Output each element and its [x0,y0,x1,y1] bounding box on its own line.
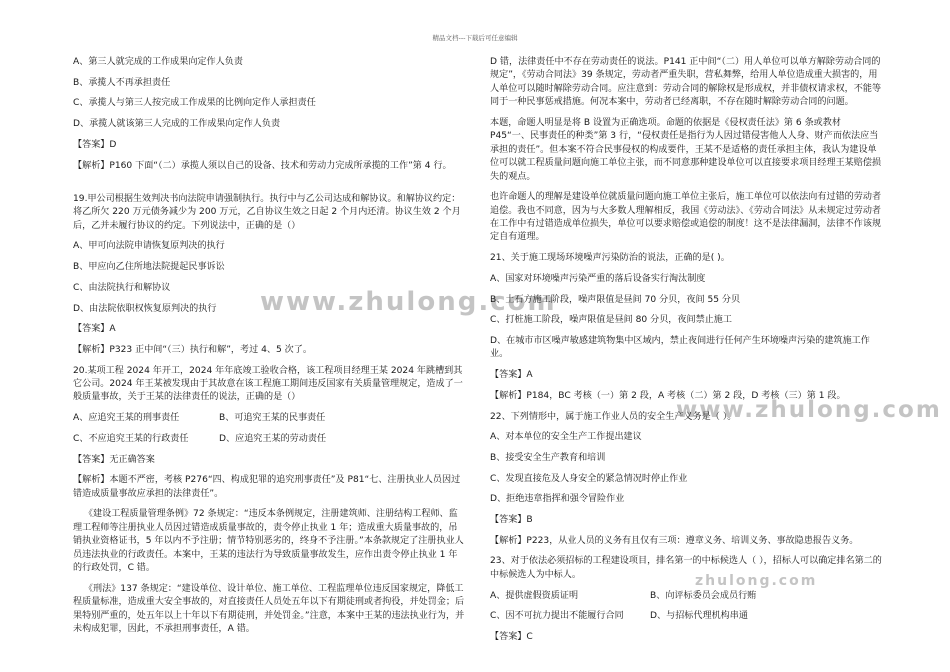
option-a: A、甲可向法院申请恢复原判决的执行 [73,241,225,252]
answer: 【答案】无正确答案 [73,454,155,465]
options-row [73,412,466,425]
option-d: D、拒绝违章指挥和强令冒险作业 [490,494,625,505]
options-row [490,590,882,603]
answer: 【答案】C [490,631,533,642]
question-19: 19.甲公司根据生效判决书向法院申请强制执行。执行中与乙公司达成和解协议。和解协议约定：将乙所欠 220 万元债务减少为 200 万元，乙自协议生效之日起 2 个月内还清。协议生效 2 个月后，乙并未履行协议的约定。下列说法中，正确的是（） [73,193,461,231]
option-d: D、在城市市区噪声敏感建筑物集中区域内，禁止夜间进行任何产生环境噪声污染的建筑施工作业。 [490,335,870,360]
watermark: zhulong.com [695,573,818,589]
option-a: A、对本单位的安全生产工作提出建议 [490,432,642,443]
analysis-paragraph: 也许命题人的理解是建设单位就质量问题向施工单位主张后，施工单位可以依法向有过错的劳动者追偿。我也不同意，因为与大多数人理解相反，我国《劳动法》、《劳动合同法》从未规定过劳动者在工作中有过错造成单位损失，单位可以要求赔偿或追偿的制度！这不是法律漏洞，法律不作该规定自有道理。 [490,192,882,243]
answer: 【答案】A [73,324,116,335]
option-d: D、与招标代理机构串通 [650,611,748,622]
analysis: 【解析】P323 正中间“（三）执行和解”，考过 4、5 次了。 [73,344,312,355]
analysis-paragraph: 《建设工程质量管理条例》72 条规定：“违反本条例规定，注册建筑师、注册结构工程师、监理工程师等注册执业人员因过错造成质量事故的，责令停止执业 1 年；造成重大质量事故的，吊销执业资格证书，5 年以内不予注册；情节特别恶劣的，终身不予注册。”本条款规定了注册执业人员违法执业的行政责任。本案中，王某的违法行为导致质量事故发生，应作出责令停止执业 1 年的行政处罚，C 错。 [73,509,464,574]
watermark: www.zhulong.com [676,397,942,423]
question-21: 21、关于施工现场环境噪声污染防治的说法，正确的是( )。 [490,253,730,264]
question-20: 20.某项工程 2024 年开工，2024 年年底竣工验收合格，该工程项目经理王某 2024 年跳槽到其它公司。2024 年王某被发现由于其故意在该工程施工期间违反国家有关质量管理规定，造成了一般质量事故，关于王某的法律责任的说法，正确的是（） [73,365,463,403]
option-c: C、承揽人与第三人按完成工作成果的比例向定作人承担责任 [73,98,316,109]
option-b: B、可追究王某的民事责任 [219,413,326,424]
answer: 【答案】A [490,370,533,381]
analysis: 【解析】本题不严密，考核 P276“四、构成犯罪的追究刑事责任”及 P81“七、注册执业人员因过错造成质量事故应承担的法律责任”。 [73,475,461,499]
analysis-paragraph: 本题，命题人明显是将 B 设置为正确选项。命题的依据是《侵权责任法》第 6 条或教材 P45“一、民事责任的种类”第 3 行，“侵权责任是指行为人因过错侵害他人人身、财产而依法应当承担的责任”。但本案不符合民事侵权的构成要件，王某不是适格的责任承担主体，我认为建设单位可以就工程质量问题向施工单位主张，而不同意那种建设单位可以直接要求项目经理王某赔偿损失的观点。 [490,117,882,182]
analysis-paragraph: 《刑法》137 条规定：“建设单位、设计单位、施工单位、工程监理单位违反国家规定，降低工程质量标准，造成重大安全事故的，对直接责任人员处五年以下有期徒刑或者拘役，并处罚金；后果特别严重的，处五年以上十年以下有期徒刑，并处罚金。”注意，本案中王某的违法执业行为，并未构成犯罪，因此，不承担刑事责任，A 错。 [73,583,465,634]
options-row [73,433,466,446]
option-d: D、应追究王某的劳动责任 [219,433,327,444]
option-a: A、应追究王某的刑事责任 [73,413,180,424]
option-b: B、接受安全生产教育和培训 [490,452,606,463]
analysis: 【解析】P160 下面“（二）承揽人须以自己的设备、技术和劳动力完成所承揽的工作”第 4 行。 [73,160,452,171]
left-column [73,56,466,636]
option-c: C、由法院执行和解协议 [73,282,171,293]
option-b: B、向评标委员会成员行贿 [650,590,757,601]
option-b: B、土石方施工阶段，噪声限值是昼间 70 分贝，夜间 55 分贝 [490,294,741,305]
right-column [490,56,882,644]
option-a: A、国家对环境噪声污染严重的落后设备实行淘汰制度 [490,273,706,284]
question-23: 23、对于依法必须招标的工程建设项目，排名第一的中标候选人（ ），招标人可以确定排名第二的中标候选人为中标人。 [490,556,882,580]
option-c: C、打桩施工阶段，噪声限值是昼间 80 分贝，夜间禁止施工 [490,315,732,326]
option-c: C、不应追究王某的行政责任 [73,433,189,444]
option-d: D、承揽人就该第三人完成的工作成果向定作人负责 [73,119,281,130]
option-c: C、发现直接危及人身安全的紧急情况时停止作业 [490,473,688,484]
answer: 【答案】D [73,139,117,150]
option-a: A、第三人就完成的工作成果向定作人负责 [73,57,243,67]
watermark: www.zhulong.com [260,287,557,317]
analysis-paragraph: D 错，法律责任中不存在劳动责任的说法。P141 正中间“（二）用人单位可以单方解除劳动合同的规定”，《劳动合同法》39 条规定，劳动者严重失职，营私舞弊，给用人单位造成重大损害的，用人单位可以随时解除劳动合同。应注意到：劳动合同的解除权是形成权，并非债权请求权，不能等同于一种民事惩戒措施。何况本案中，劳动者已经离职，不存在随时解除劳动合同的问题。 [490,57,882,108]
page-header: 精品文档---下载后可任意编辑 [432,34,518,42]
options-row [490,610,882,623]
option-c: C、因不可抗力提出不能履行合同 [490,611,624,622]
option-d: D、由法院依职权恢复原判决的执行 [73,303,217,314]
option-b: B、承揽人不再承担责任 [73,77,171,88]
answer: 【答案】B [490,515,533,526]
option-a: A、提供虚假资质证明 [490,590,579,601]
analysis: 【解析】P184，BC 考核（一）第 2 段，A 考核（二）第 2 段，D 考核（三）第 1 段。 [490,390,846,401]
analysis: 【解析】P223，从业人员的义务有且仅有三项：遵章义务、培训义务、事故隐患报告义务。 [490,535,859,546]
option-b: B、甲应向乙住所地法院提起民事诉讼 [73,262,225,273]
question-22: 22、下列情形中，属于施工作业人员的安全生产义务是（ ）。 [490,411,737,422]
